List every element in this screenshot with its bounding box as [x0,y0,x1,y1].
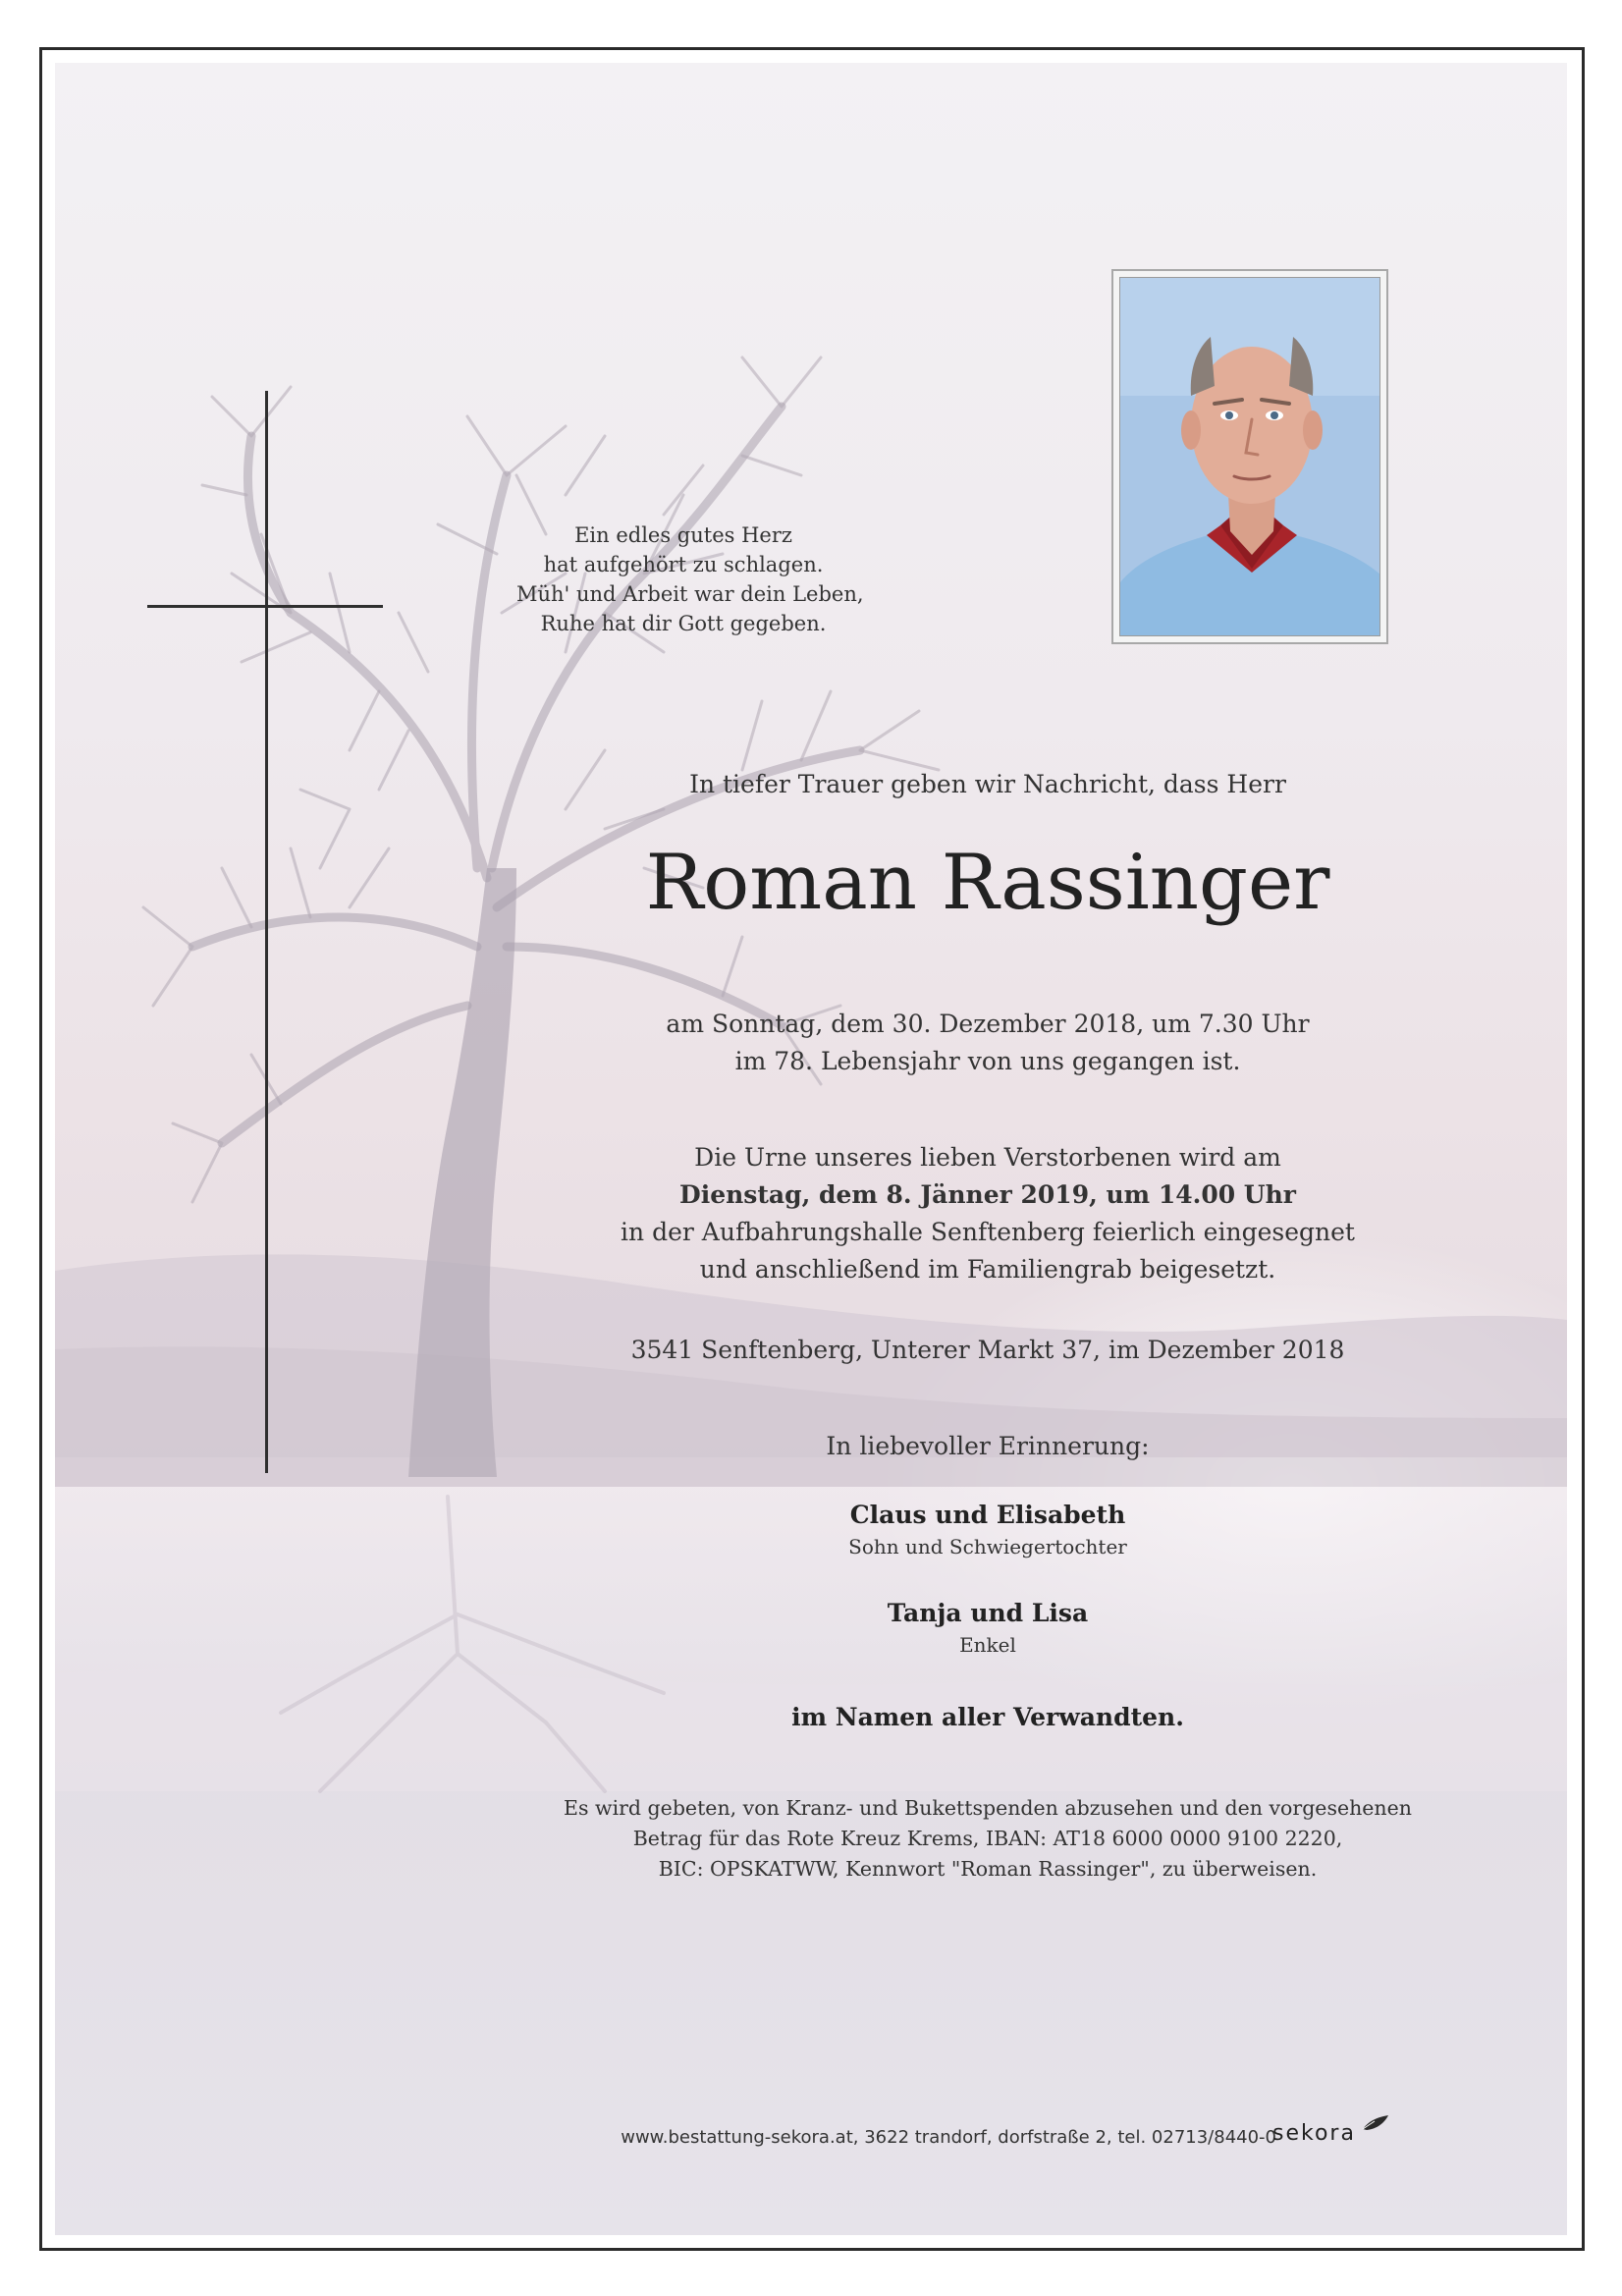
portrait-photo-frame [1111,269,1388,644]
burial-line: Die Urne unseres lieben Verstorbenen wird am [694,1143,1281,1172]
leaf-icon [1361,2111,1390,2133]
family-group [458,1501,1518,1558]
verse-line: Ruhe hat dir Gott gegeben. [540,612,827,635]
funeral-home-logo: sekora [1272,2121,1356,2146]
notice-line: BIC: OPSKATWW, Kennwort "Roman Rassinger", zu überweisen. [658,1857,1318,1881]
family-group [458,1599,1518,1657]
donation-notice [428,1793,1547,1885]
closing-line: im Namen aller Verwandten. [791,1703,1184,1731]
place-and-date: 3541 Senftenberg, Unterer Markt 37, im Dezember 2018 [630,1336,1345,1364]
family-names: Tanja und Lisa [887,1599,1089,1627]
family-relation: Sohn und Schwiegertochter [848,1535,1127,1558]
burial-line: in der Aufbahrungshalle Senftenberg feierlich eingesegnet [621,1218,1355,1246]
burial-date: Dienstag, dem 8. Jänner 2019, um 14.00 Uhr [679,1180,1296,1209]
verse-line: hat aufgehört zu schlagen. [543,553,824,576]
cross-vertical-bar [265,391,268,1473]
announcement-intro: In tiefer Trauer geben wir Nachricht, dass Herr [689,770,1286,798]
verse-line: Ein edles gutes Herz [574,523,792,547]
burial-line: und anschließend im Familiengrab beigesetzt. [699,1255,1276,1284]
parte-card [55,63,1567,2235]
death-date-line: am Sonntag, dem 30. Dezember 2018, um 7.30 Uhr [666,1010,1310,1038]
age-line: im 78. Lebensjahr von uns gegangen ist. [734,1047,1241,1075]
remembrance-heading: In liebevoller Erinnerung: [826,1432,1150,1460]
cross-horizontal-bar [147,605,383,608]
burial-details [458,1139,1518,1288]
funeral-home-contact: www.bestattung-sekora.at, 3622 trandorf, dorfstraße 2, tel. 02713/8440-0 [621,2127,1276,2148]
family-relation: Enkel [959,1633,1016,1657]
portrait-illustration [1120,278,1380,636]
notice-line: Es wird gebeten, von Kranz- und Bukettspenden abzusehen und den vorgesehenen [564,1796,1412,1820]
notice-line: Betrag für das Rote Kreuz Krems, IBAN: AT18 6000 0000 9100 2220, [632,1827,1343,1850]
deceased-name: Roman Rassinger [645,839,1330,927]
memorial-verse [516,520,864,638]
death-details [458,1006,1518,1080]
verse-line: Müh' und Arbeit war dein Leben, [516,582,864,606]
family-names: Claus und Elisabeth [849,1501,1126,1529]
portrait-photo [1119,277,1380,636]
